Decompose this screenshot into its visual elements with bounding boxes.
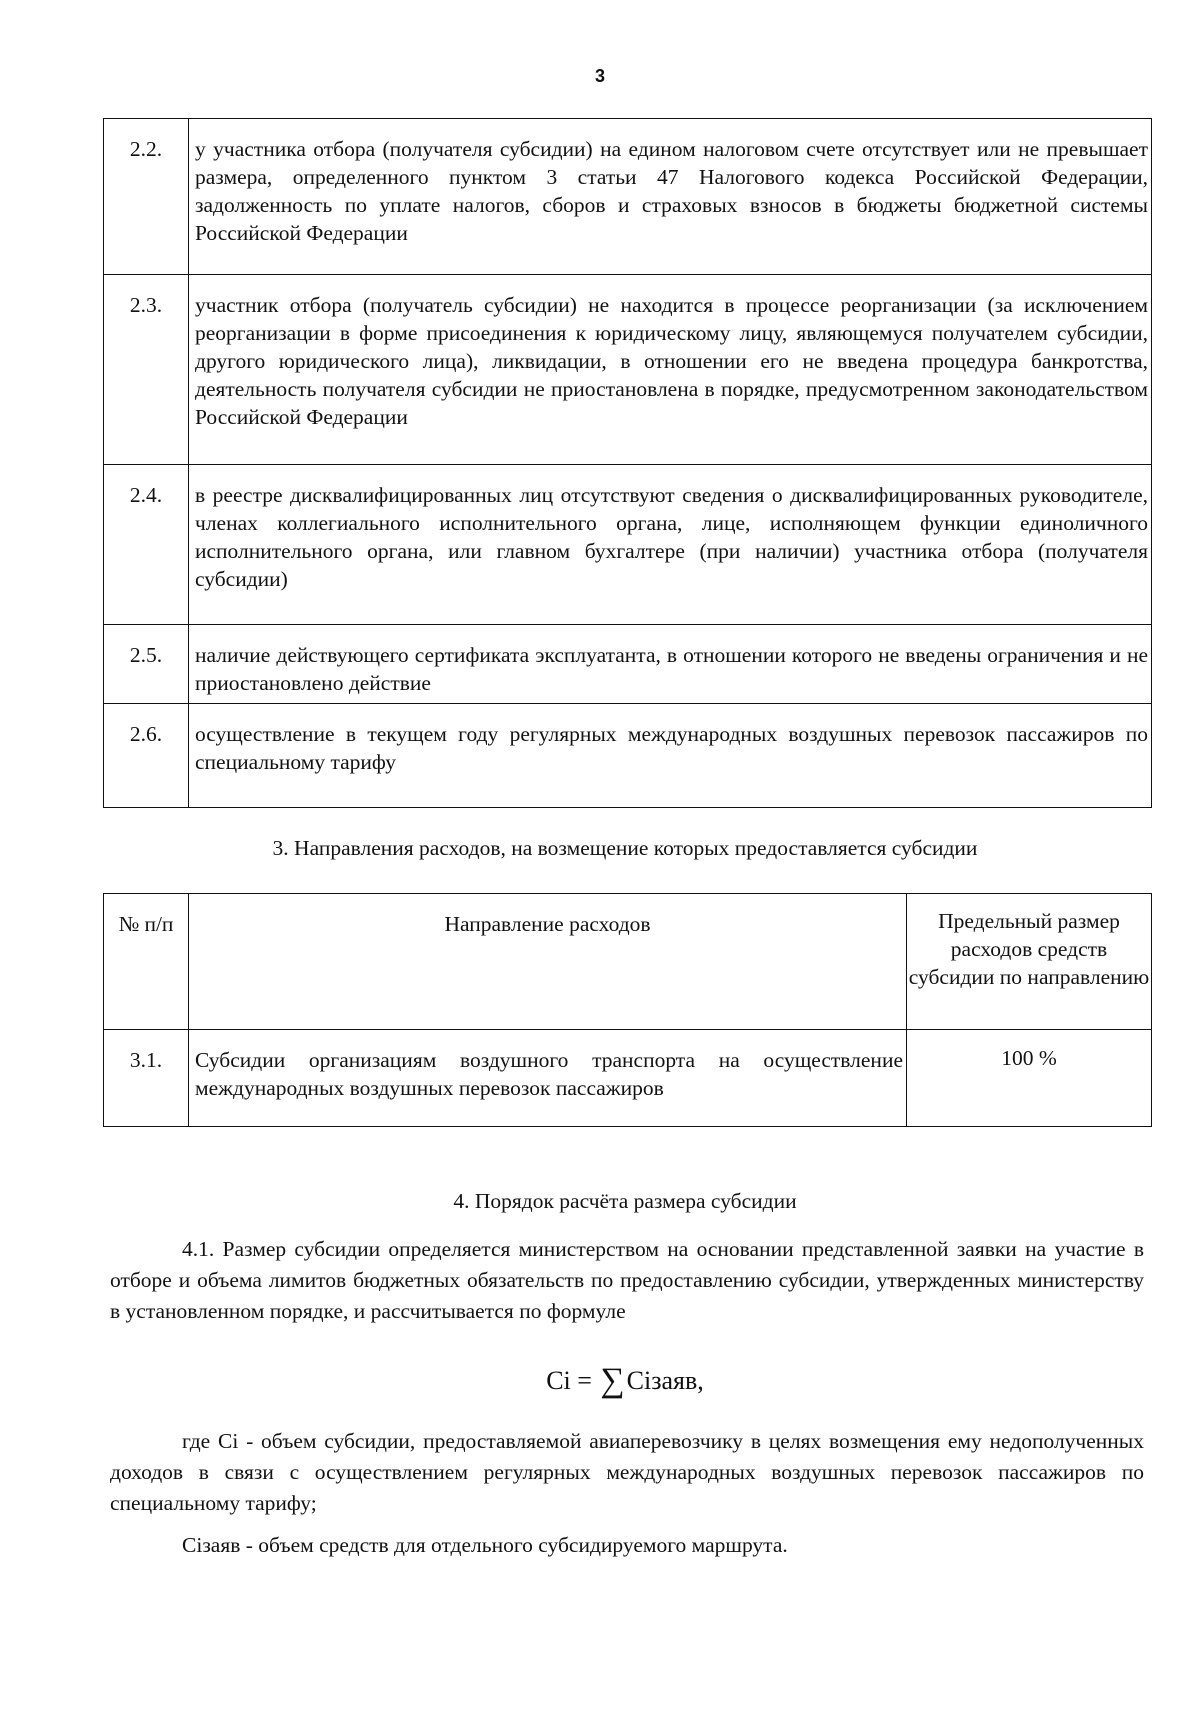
subsidy-formula [0,1362,1200,1400]
row-text: участник отбора (получатель субсидии) не находится в процессе реорганизации (за исключением реорганизации в форме присоединения к юридическому лицу, являющемуся получателем субсидии, другого юридического лица), ликвидации, в отношении его не введена процедура банкротства, деятельность получателя субсидии не приостановлена в порядке, предусмотренном законодательством Российской Федерации [189,275,1152,465]
section-4-title: 4. Порядок расчёта размера субсидии [453,1189,797,1213]
page-number: 3 [594,66,605,86]
row-number: 2.3. [104,275,189,465]
table-row [104,625,1152,704]
table-row [104,704,1152,808]
table-header-row [104,894,1152,1030]
paragraph-4-1: 4.1. Размер субсидии определяется министерством на основании представленной заявки на участие в отборе и объема лимитов бюджетных обязательств по предоставлению субсидии, утвержденных министерству в установленном порядке, и рассчитывается по формуле [110,1237,1144,1323]
row-text: наличие действующего сертификата эксплуатанта, в отношении которого не введены ограничения и не приостановлено действие [189,625,1152,704]
row-number: 2.6. [104,704,189,808]
table-row [104,119,1152,275]
formula-left: Ci = [546,1366,592,1395]
paragraph-definition-ciapplication: Ciзаяв - объем средств для отдельного субсидируемого маршрута. [182,1533,788,1557]
table-row [104,275,1152,465]
row-limit-value: 100 % [907,1030,1152,1127]
sum-symbol: ∑ [600,1362,625,1399]
row-text: Субсидии организациям воздушного транспорта на осуществление международных воздушных перевозок пассажиров [189,1030,907,1127]
row-text: у участника отбора (получателя субсидии) на едином налоговом счете отсутствует или не превышает размера, определенного пунктом 3 статьи 47 Налогового кодекса Российской Федерации, задолженность по уплате налогов, сборов и страховых взносов в бюджеты бюджетной системы Российской Федерации [189,119,1152,275]
formula-right: Ciзаяв, [626,1366,704,1395]
row-number: 2.5. [104,625,189,704]
table-row [104,1030,1152,1127]
row-number: 2.2. [104,119,189,275]
table-row [104,465,1152,625]
row-text: в реестре дисквалифицированных лиц отсутствуют сведения о дисквалифицированных руководителе, членах коллегиального исполнительного органа, лице, исполняющем функции единоличного исполнительного органа, или главном бухгалтере (при наличии) участника отбора (получателя субсидии) [189,465,1152,625]
row-number: 3.1. [104,1030,189,1127]
section-3-title: 3. Направления расходов, на возмещение которых предоставляется субсидии [272,836,978,860]
expense-directions-table [103,893,1152,1127]
row-text: осуществление в текущем году регулярных международных воздушных перевозок пассажиров по специальному тарифу [189,704,1152,808]
column-header-number: № п/п [104,894,189,1030]
row-number: 2.4. [104,465,189,625]
eligibility-criteria-table [103,118,1152,808]
column-header-limit: Предельный размер расходов средств субсидии по направлению [907,894,1152,1030]
column-header-direction: Направление расходов [189,894,907,1030]
paragraph-definition-ci: где Ci - объем субсидии, предоставляемой авиаперевозчику в целях возмещения ему недополученных доходов в связи с осуществлением регулярных международных воздушных перевозок пассажиров по специальному тарифу; [110,1429,1144,1515]
